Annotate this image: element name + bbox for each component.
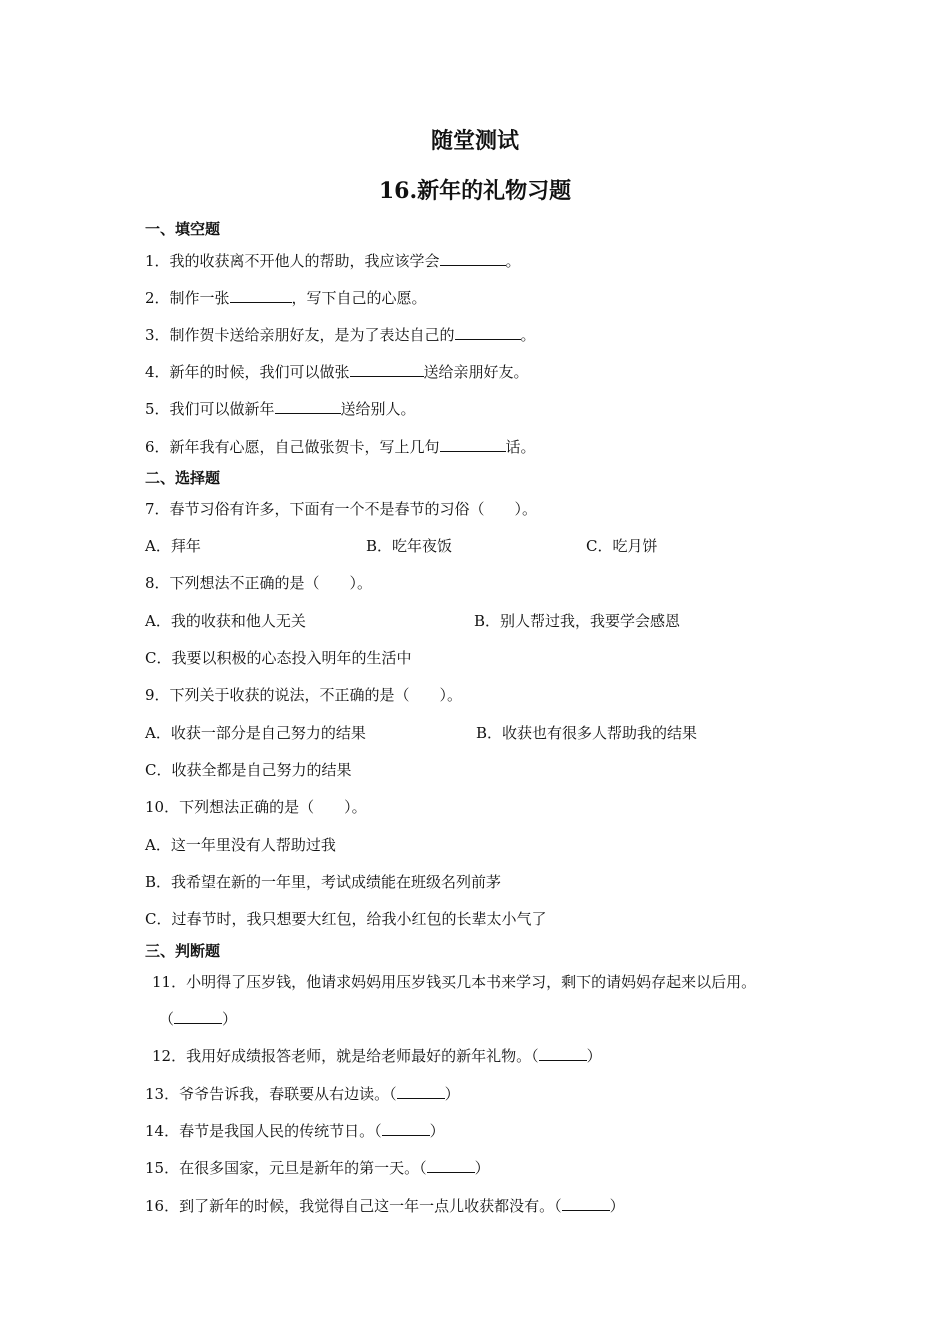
q5-blank[interactable]	[275, 399, 341, 414]
q13-text: 13．爷爷告诉我，春联要从右边读。（	[145, 1085, 397, 1103]
main-title: 随堂测试	[430, 128, 519, 154]
question-15	[145, 1157, 490, 1178]
q12-close: ）	[586, 1047, 602, 1065]
question-3	[145, 324, 536, 345]
q15-blank[interactable]	[427, 1158, 475, 1173]
q2-blank[interactable]	[230, 288, 292, 303]
q10-option-b[interactable]: B．我希望在新的一年里，考试成绩能在班级名列前茅	[145, 873, 502, 891]
q16-text: 16．到了新年的时候，我觉得自己这一年一点儿收获都没有。（	[145, 1197, 562, 1215]
question-10: 10．下列想法正确的是（ ）。	[145, 798, 367, 816]
q8-option-c[interactable]: C．我要以积极的心态投入明年的生活中	[145, 649, 412, 667]
question-4	[145, 361, 529, 382]
q6-post: 话。	[505, 438, 536, 456]
q7-option-b[interactable]: B．吃年夜饭	[366, 537, 453, 555]
q11-blank[interactable]	[174, 1009, 222, 1024]
q3-post: 。	[520, 326, 536, 344]
question-16	[145, 1195, 625, 1216]
question-11: 11．小明得了压岁钱，他请求妈妈用压岁钱买几本书来学习，剩下的请妈妈存起来以后用。	[152, 973, 757, 991]
q9-option-b[interactable]: B．收获也有很多人帮助我的结果	[476, 724, 698, 742]
q11-close: ）	[222, 1010, 238, 1028]
question-13	[145, 1083, 460, 1104]
question-6	[145, 436, 536, 457]
q7-option-a[interactable]: A．拜年	[145, 537, 201, 555]
q8-option-a[interactable]: A．我的收获和他人无关	[145, 612, 306, 630]
q1-text: 1．我的收获离不开他人的帮助，我应该学会	[145, 252, 440, 270]
q16-blank[interactable]	[562, 1196, 610, 1211]
q14-text: 14．春节是我国人民的传统节日。（	[145, 1122, 382, 1140]
q2-post: ，写下自己的心愿。	[291, 289, 427, 307]
question-1	[145, 250, 521, 271]
q13-blank[interactable]	[397, 1084, 445, 1099]
q8-option-b[interactable]: B．别人帮过我，我要学会感恩	[474, 612, 681, 630]
question-11-answer	[159, 1008, 237, 1029]
sub-title: 16.新年的礼物习题	[378, 178, 572, 204]
q3-blank[interactable]	[455, 325, 521, 340]
q1-post: 。	[505, 252, 521, 270]
question-14	[145, 1120, 445, 1141]
q10-option-c[interactable]: C．过春节时，我只想要大红包，给我小红包的长辈太小气了	[145, 910, 547, 928]
q10-option-a[interactable]: A．这一年里没有人帮助过我	[145, 836, 336, 854]
q15-text: 15．在很多国家，元旦是新年的第一天。（	[145, 1159, 427, 1177]
q5-text: 5．我们可以做新年	[145, 400, 275, 418]
question-5	[145, 398, 416, 419]
q1-blank[interactable]	[440, 251, 506, 266]
q13-close: ）	[444, 1085, 460, 1103]
question-7: 7．春节习俗有许多，下面有一个不是春节的习俗（ ）。	[145, 500, 538, 518]
q4-text: 4．新年的时候，我们可以做张	[145, 363, 350, 381]
q14-close: ）	[429, 1122, 445, 1140]
q16-close: ）	[609, 1197, 625, 1215]
q15-close: ）	[474, 1159, 490, 1177]
question-9: 9．下列关于收获的说法，不正确的是（ ）。	[145, 686, 463, 704]
q3-text: 3．制作贺卡送给亲朋好友，是为了表达自己的	[145, 326, 455, 344]
section-judge: 三、判断题	[145, 942, 221, 960]
q11-open: （	[159, 1010, 175, 1028]
q4-post: 送给亲朋好友。	[423, 363, 529, 381]
q12-blank[interactable]	[539, 1046, 587, 1061]
q5-post: 送给别人。	[340, 400, 416, 418]
q4-blank[interactable]	[350, 362, 424, 377]
section-fill: 一、填空题	[145, 220, 221, 238]
q6-blank[interactable]	[440, 437, 506, 452]
q9-option-c[interactable]: C．收获全都是自己努力的结果	[145, 761, 352, 779]
q12-text: 12．我用好成绩报答老师，就是给老师最好的新年礼物。（	[152, 1047, 539, 1065]
q2-text: 2．制作一张	[145, 289, 230, 307]
q14-blank[interactable]	[382, 1121, 430, 1136]
q9-option-a[interactable]: A．收获一部分是自己努力的结果	[145, 724, 366, 742]
question-8: 8．下列想法不正确的是（ ）。	[145, 574, 373, 592]
question-2	[145, 287, 427, 308]
question-12	[152, 1045, 602, 1066]
q6-text: 6．新年我有心愿，自己做张贺卡，写上几句	[145, 438, 440, 456]
section-choice: 二、选择题	[145, 469, 221, 487]
q7-option-c[interactable]: C．吃月饼	[586, 537, 658, 555]
